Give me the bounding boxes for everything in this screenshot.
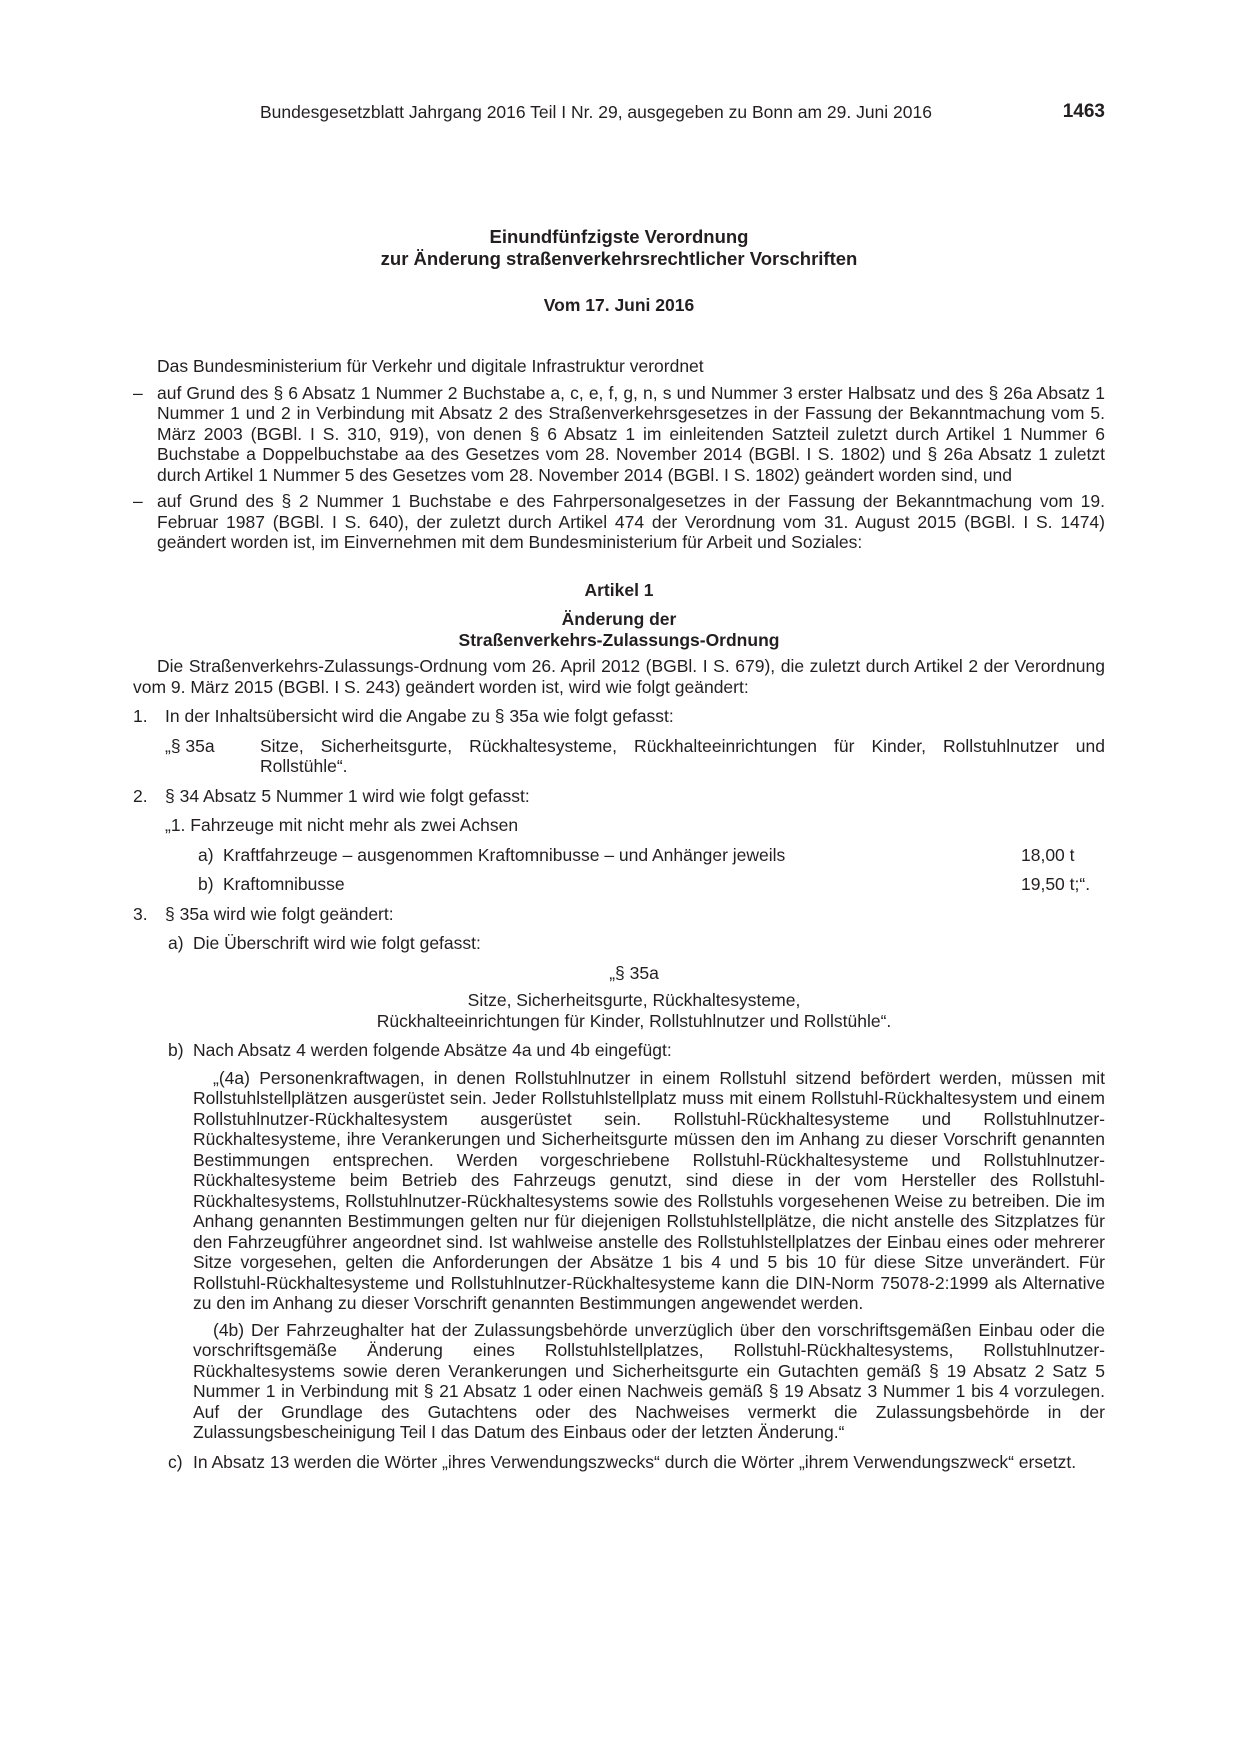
preamble-item-2 <box>133 491 1105 553</box>
row-marker: b) <box>198 874 214 894</box>
article-heading-2: Straßenverkehrs-Zulassungs-Ordnung <box>458 629 780 650</box>
amendment-3a-text: Die Überschrift wird wie folgt gefasst: <box>193 933 481 953</box>
section-marker: „§ 35a <box>165 735 215 756</box>
weight-row-b <box>133 874 1105 895</box>
running-title: Bundesgesetzblatt Jahrgang 2016 Teil I Nr. 29, ausgegeben zu Bonn am 29. Juni 2016 <box>260 102 932 122</box>
sub-marker: a) <box>168 933 184 953</box>
item-number: 2. <box>133 785 148 806</box>
amendment-3-text: § 35a wird wie folgt geändert: <box>165 903 394 924</box>
heading-quote-line-1: Sitze, Sicherheitsgurte, Rückhaltesysteme, <box>467 990 801 1010</box>
sub-marker: b) <box>168 1040 184 1060</box>
amendment-1 <box>133 706 1105 727</box>
row-label: Kraftomnibusse <box>223 874 345 894</box>
heading-quote-section: „§ 35a <box>609 962 659 983</box>
heading-quote-line-2: Rückhalteeinrichtungen für Kinder, Rollstuhlnutzer und Rollstühle“. <box>376 1010 892 1031</box>
amendment-3b <box>133 1040 1105 1061</box>
amendment-3 <box>133 904 1105 925</box>
amendment-1-quote-text: Sitze, Sicherheitsgurte, Rückhaltesysteme, Rückhalteeinrichtungen für Kinder, Rollstuhlnutzer und Rollstühle“. <box>260 735 1105 776</box>
amendment-2-text: § 34 Absatz 5 Nummer 1 wird wie folgt gefasst: <box>165 785 530 806</box>
amendment-1-text: In der Inhaltsübersicht wird die Angabe zu § 35a wie folgt gefasst: <box>165 706 674 726</box>
item-number: 1. <box>133 706 148 726</box>
sub-marker: c) <box>168 1451 183 1472</box>
row-value: 18,00 t <box>1021 844 1075 865</box>
amendment-2 <box>133 786 1105 807</box>
amendment-3a <box>133 933 1105 954</box>
article-heading-1: Änderung der <box>561 609 677 629</box>
amendment-2-quote: „1. Fahrzeuge mit nicht mehr als zwei Achsen <box>165 815 519 835</box>
inserted-paragraphs <box>133 1068 1105 1443</box>
dash-marker: – <box>133 382 143 403</box>
row-marker: a) <box>198 844 214 865</box>
amendment-3b-text: Nach Absatz 4 werden folgende Absätze 4a und 4b eingefügt: <box>193 1040 672 1060</box>
row-value: 19,50 t;“. <box>1021 874 1091 894</box>
row-label: Kraftfahrzeuge – ausgenommen Kraftomnibusse – und Anhänger jeweils <box>223 844 786 865</box>
dash-marker: – <box>133 491 143 511</box>
document-body <box>133 226 1105 1472</box>
preamble-item-1 <box>133 383 1105 486</box>
paragraph-4a: „(4a) Personenkraftwagen, in denen Rollstuhlnutzer in einem Rollstuhl sitzend befördert werden, müssen mit Rollstuhlstellplätzen ausgerüstet sein. Jeder Rollstuhlstellplatz muss mit einem Rollstuhl-Rückhaltesystem und einem Rollstuhlnutzer-Rückhaltesystem ausgerüstet sein. Rollstuhl-Rückhaltesysteme und Rollstuhlnutzer-Rückhaltesysteme, ihre Verankerungen und Sicherheitsgurte müssen den im Anhang zu dieser Vorschrift genannten Bestimmungen entsprechen. Werden vorgeschriebene Rollstuhl-Rückhaltesysteme und Rollstuhlnutzer-Rückhaltesysteme beim Betrieb des Fahrzeugs genutzt, sind diese in der vom Hersteller des Rollstuhl-Rückhaltesystems, Rollstuhlnutzer-Rückhaltesystems sowie des Rollstuhls vorgesehenen Weise zu betreiben. Die im Anhang genannten Bestimmungen gelten nur für diejenigen Rollstuhlstellplätze, die nicht anstelle des Sitzplatzes für den Fahrzeugführer angeordnet sind. Ist wahlweise anstelle des Rollstuhlstellplatzes der Einbau eines oder mehrerer Sitze vorgesehen, gelten die Anforderungen der Absätze 1 bis 4 und 5 bis 10 für diese Sitze unverändert. Für Rollstuhl-Rückhaltesysteme und Rollstuhlnutzer-Rückhaltesysteme kann die DIN-Norm 75078-2:1999 als Alternative zu den im Anhang zu dieser Vorschrift genannten Bestimmungen angewendet werden. <box>193 1067 1105 1313</box>
amendment-1-quote <box>133 736 1105 777</box>
preamble-intro: Das Bundesministerium für Verkehr und digitale Infrastruktur verordnet <box>157 356 704 376</box>
running-header <box>260 102 1105 126</box>
amendment-3c-text: In Absatz 13 werden die Wörter „ihres Verwendungszwecks“ durch die Wörter „ihrem Verwendungszweck“ ersetzt. <box>193 1451 1077 1472</box>
issue-date: Vom 17. Juni 2016 <box>543 295 695 315</box>
weight-row-a <box>133 845 1105 866</box>
article-intro: Die Straßenverkehrs-Zulassungs-Ordnung vom 26. April 2012 (BGBl. I S. 679), die zuletzt durch Artikel 2 der Verordnung vom 9. März 2015 (BGBl. I S. 243) geändert worden ist, wird wie folgt geändert: <box>133 656 1105 697</box>
preamble-item-1-text: auf Grund des § 6 Absatz 1 Nummer 2 Buchstabe a, c, e, f, g, n, s und Nummer 3 erster Halbsatz und des § 26a Absatz 1 Nummer 1 und 2 in Verbindung mit Absatz 2 des Straßenverkehrsgesetzes in der Fassung der Bekanntmachung vom 5. März 2003 (BGBl. I S. 310, 919), von denen § 6 Absatz 1 im einleitenden Satzteil zuletzt durch Artikel 1 Nummer 6 Buchstabe a Doppelbuchstabe aa des Gesetzes vom 28. November 2014 (BGBl. I S. 1802) und § 26a Absatz 1 zuletzt durch Artikel 1 Nummer 5 des Gesetzes vom 28. November 2014 (BGBl. I S. 1802) geändert worden sind, und <box>157 382 1105 485</box>
preamble-item-2-text: auf Grund des § 2 Nummer 1 Buchstabe e des Fahrpersonalgesetzes in der Fassung der Bekanntmachung vom 19. Februar 1987 (BGBl. I S. 640), der zuletzt durch Artikel 474 der Verordnung vom 31. August 2015 (BGBl. I S. 1474) geändert worden ist, im Einvernehmen mit dem Bundesministerium für Arbeit und Soziales: <box>157 491 1105 552</box>
page-number: 1463 <box>1062 101 1105 122</box>
amendment-3c <box>133 1452 1105 1473</box>
item-number: 3. <box>133 903 148 924</box>
title-line-1: Einundfünfzigste Verordnung <box>489 226 749 247</box>
title-line-2: zur Änderung straßenverkehrsrechtlicher Vorschriften <box>380 248 858 269</box>
paragraph-4b: (4b) Der Fahrzeughalter hat der Zulassungsbehörde unverzüglich über den vorschriftsgemäßen Einbau oder die vorschriftsgemäße Änderung eines Rollstuhlstellplatzes, Rollstuhl-Rückhaltesystems, Rollstuhlnutzer-Rückhaltesystems sowie deren Verankerungen und Sicherheitsgurte ein Gutachten gemäß § 19 Absatz 2 Satz 5 Nummer 1 in Verbindung mit § 21 Absatz 1 oder einen Nachweis gemäß § 19 Absatz 3 Nummer 1 bis 4 vorzulegen. Auf der Grundlage des Gutachtens oder des Nachweises vermerkt die Zulassungsbehörde in der Zulassungsbescheinigung Teil I das Datum des Einbaus oder der letzten Änderung.“ <box>193 1319 1105 1442</box>
article-label: Artikel 1 <box>584 579 654 600</box>
